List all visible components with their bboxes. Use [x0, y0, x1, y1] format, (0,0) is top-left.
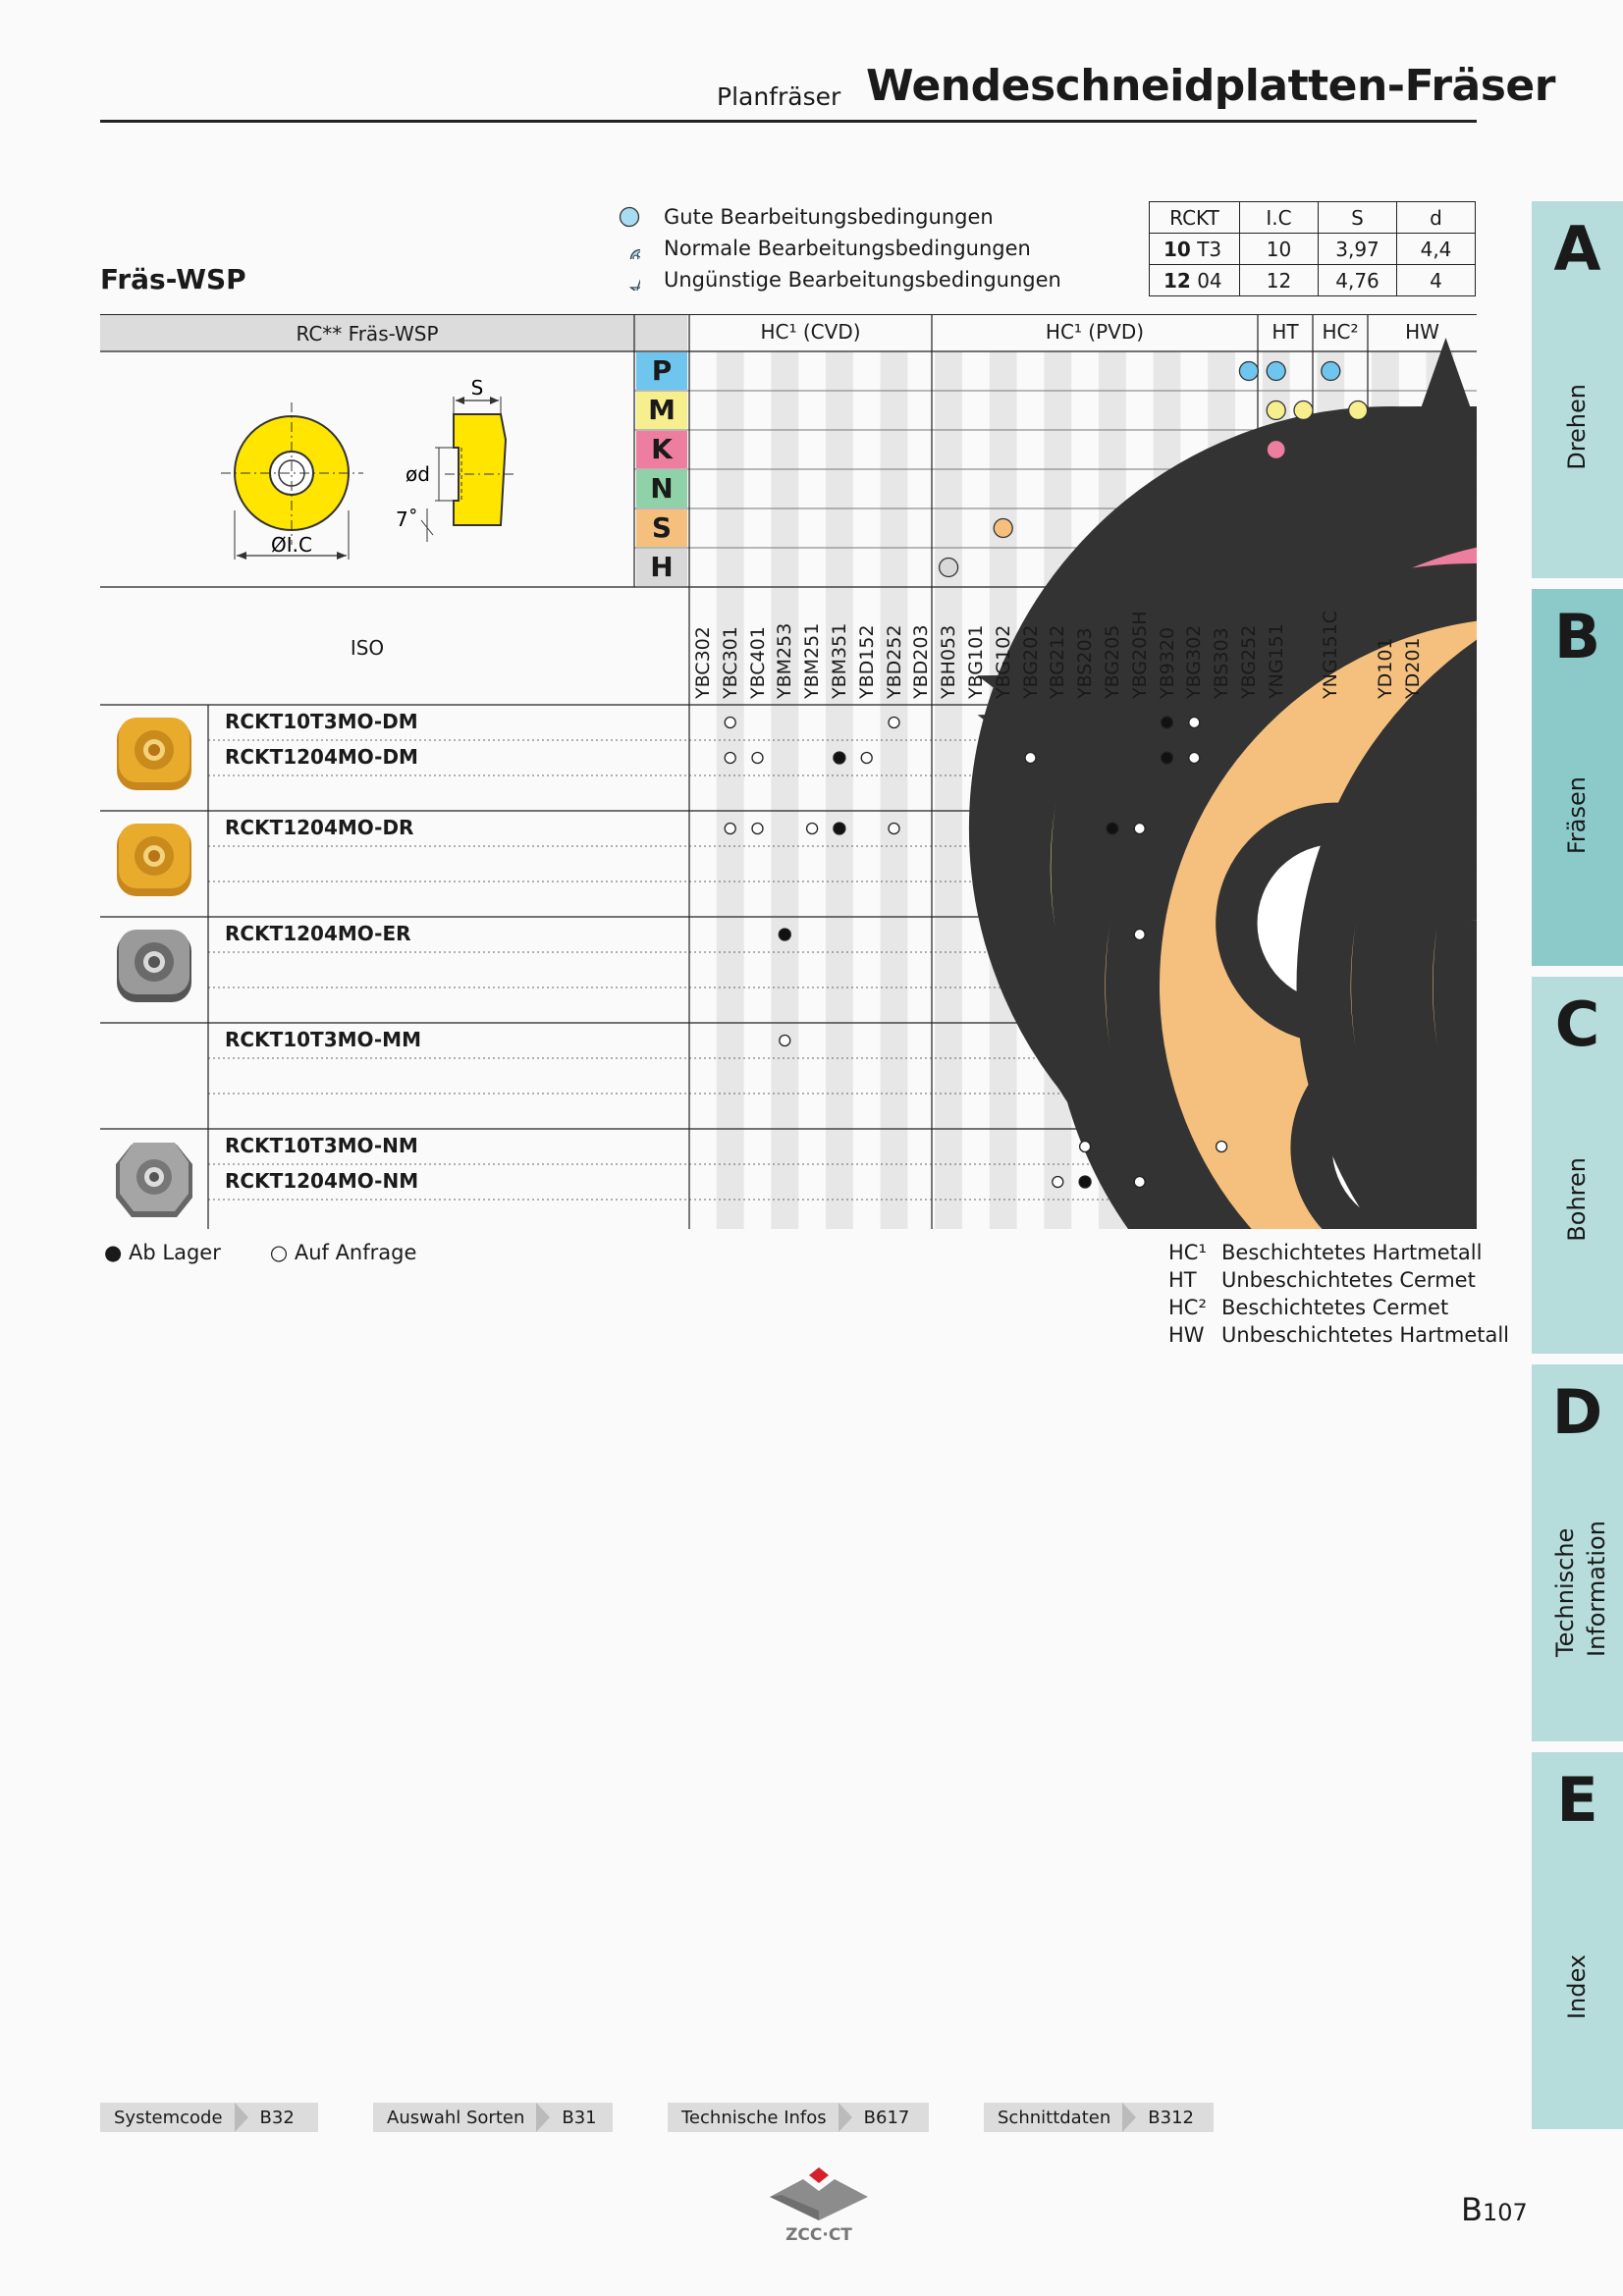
abbreviation-row: [1168, 1296, 1448, 1319]
grade-name: YBS203: [1074, 627, 1097, 699]
abbreviation-text: Unbeschichtetes Cermet: [1221, 1268, 1476, 1292]
abbreviation-row: [1168, 1323, 1509, 1347]
material-p: P: [651, 354, 673, 387]
ref-label: Schnittdaten: [998, 2107, 1111, 2128]
grade-name: YD101: [1375, 637, 1396, 699]
on-request-mark: [807, 824, 818, 834]
section-title: Fräs-WSP: [100, 263, 246, 295]
on-request-mark: [1189, 753, 1200, 764]
in-stock-mark: [834, 752, 845, 764]
legend-in-stock: ● Ab Lager: [104, 1241, 221, 1264]
abbreviation-text: Unbeschichtetes Hartmetall: [1221, 1323, 1510, 1347]
dims-header: d: [1397, 202, 1476, 234]
page-number-value: 107: [1482, 2199, 1528, 2226]
legend-normal-label: Normale Bearbeitungsbedingungen: [664, 237, 1031, 260]
on-request-mark: [725, 718, 735, 728]
logo-text: ZCC·CT: [785, 2225, 852, 2245]
dims-header: I.C: [1240, 202, 1319, 234]
good-condition-icon: [994, 519, 1012, 538]
article-name[interactable]: RCKT1204MO-DM: [225, 745, 418, 769]
dims-header: RCKT: [1150, 202, 1240, 234]
grade-name: YBC302: [692, 626, 714, 699]
abbreviation-row: [1168, 1268, 1476, 1292]
insert-photo-dm: [110, 711, 198, 799]
good-condition-icon: [1239, 362, 1258, 381]
dims-ic: 12: [1240, 265, 1319, 296]
article-name[interactable]: RCKT1204MO-ER: [225, 922, 411, 945]
ref-label: Systemcode: [114, 2107, 223, 2128]
on-request-mark: [1025, 753, 1036, 764]
material-h: H: [650, 551, 674, 583]
dims-d: 4: [1397, 265, 1476, 296]
in-stock-mark: [779, 929, 790, 940]
tab-fraesen[interactable]: [1532, 589, 1623, 966]
ic-dimension-label: ØI.C: [271, 533, 312, 557]
material-s: S: [651, 511, 673, 544]
abbreviation: HT: [1168, 1268, 1197, 1292]
stock-legend: [104, 1241, 416, 1264]
tab-bohren[interactable]: [1532, 977, 1623, 1354]
grade-name: YBD152: [855, 624, 878, 699]
header-subtitle: Planfräser: [717, 82, 841, 111]
good-condition-icon: [940, 559, 958, 577]
dims-row: [1150, 234, 1476, 265]
tab-drehen[interactable]: [1532, 201, 1623, 578]
grid-left-header: RC** Fräs-WSP: [296, 322, 439, 346]
group-hw: HW: [1405, 320, 1439, 344]
legend-good: [619, 201, 994, 233]
legend-bad: [619, 264, 1061, 295]
ref-label: Auswahl Sorten: [387, 2107, 525, 2128]
on-request-mark: [725, 753, 735, 764]
dims-code-thickness: 04: [1197, 268, 1222, 293]
tab-letter: C: [1554, 988, 1600, 1060]
header-rule: [100, 120, 1477, 123]
insert-photo-er: [110, 923, 198, 1011]
dims-ic: 10: [1240, 234, 1319, 265]
abbreviation: HW: [1168, 1323, 1205, 1347]
on-request-mark: [1080, 1142, 1091, 1152]
grade-name: YBM253: [774, 622, 796, 699]
dims-code-size: 12: [1163, 268, 1191, 293]
grade-name: YBC401: [746, 626, 769, 699]
grade-name: YBH053: [938, 624, 960, 699]
in-stock-mark: [1107, 823, 1118, 834]
grade-name: YBM251: [801, 622, 824, 699]
article-name[interactable]: RCKT10T3MO-DM: [225, 710, 418, 733]
tab-label: Drehen: [1563, 384, 1591, 470]
ref-page: B312: [1148, 2107, 1194, 2128]
normal-condition-icon: [619, 238, 640, 259]
good-condition-icon: [1267, 441, 1285, 459]
grade-name: YBC301: [719, 626, 741, 699]
legend-bad-label: Ungünstige Bearbeitungsbedingungen: [664, 268, 1061, 292]
on-request-mark: [1217, 1142, 1227, 1152]
in-stock-mark: [1079, 1176, 1091, 1188]
good-condition-icon: [1294, 401, 1313, 420]
tab-index[interactable]: [1532, 1752, 1623, 2129]
ref-page: B617: [863, 2107, 910, 2128]
ref-technische-infos[interactable]: [668, 2103, 929, 2132]
tab-letter: B: [1553, 601, 1601, 672]
s-dimension-label: S: [470, 376, 484, 400]
on-request-mark: [1134, 824, 1145, 834]
on-request-mark: [780, 1036, 790, 1046]
grade-name: YD201: [1401, 637, 1424, 699]
chevron-right-icon: [235, 2103, 248, 2132]
d-dimension-label: ød: [406, 462, 430, 486]
legend-good-label: Gute Bearbeitungsbedingungen: [664, 205, 994, 229]
on-request-mark: [752, 824, 763, 834]
tab-letter: A: [1553, 213, 1601, 285]
grade-name: YBG205: [1102, 624, 1123, 699]
insert-drawing: [221, 363, 535, 579]
page-title: Wendeschneidplatten-Fräser: [866, 61, 1555, 111]
article-name[interactable]: RCKT10T3MO-NM: [225, 1134, 418, 1157]
article-name[interactable]: RCKT10T3MO-MM: [225, 1028, 421, 1051]
insert-photo-nm: [110, 1137, 198, 1225]
zccct-logo: [762, 2162, 876, 2246]
material-m: M: [648, 394, 676, 426]
grade-name: YBD252: [883, 624, 905, 699]
abbreviation: HC¹: [1168, 1241, 1207, 1264]
on-request-mark: [889, 718, 899, 728]
page-number-prefix: B: [1461, 2191, 1483, 2228]
tab-label: Fräsen: [1563, 775, 1591, 854]
angle-label: 7˚: [396, 507, 418, 531]
on-request-mark: [1134, 930, 1145, 940]
grade-name: YBG302: [1183, 624, 1206, 699]
dims-header: S: [1319, 202, 1397, 234]
on-request-mark: [889, 824, 899, 834]
in-stock-mark: [834, 823, 845, 834]
ref-auswahl-sorten[interactable]: [373, 2103, 613, 2132]
good-condition-icon: [619, 206, 640, 228]
chevron-right-icon: [839, 2103, 852, 2132]
on-request-mark: [1189, 718, 1200, 728]
on-request-mark: [861, 753, 872, 764]
on-request-mark: [725, 824, 735, 834]
abbreviation-row: [1168, 1241, 1482, 1264]
grade-name: YNG151C: [1320, 610, 1342, 699]
grade-name: YBG202: [1019, 624, 1042, 699]
dims-s: 3,97: [1319, 234, 1397, 265]
grade-name: YNG151: [1265, 623, 1287, 699]
legend-normal: [619, 233, 1031, 264]
group-hc1-cvd: HC¹ (CVD): [760, 320, 861, 344]
dimensions-table: [1149, 201, 1476, 296]
group-hc1-pvd: HC¹ (PVD): [1045, 320, 1145, 344]
tab-label: Index: [1563, 1953, 1591, 2019]
group-hc2: HC²: [1322, 320, 1359, 344]
grade-name: YBG212: [1047, 624, 1069, 699]
article-name[interactable]: RCKT1204MO-NM: [225, 1169, 419, 1193]
dims-code: [1150, 234, 1240, 265]
abbreviation: HC²: [1168, 1296, 1207, 1319]
dims-code-thickness: T3: [1197, 237, 1222, 261]
group-ht: HT: [1271, 320, 1299, 344]
tab-label: Technische Information: [1551, 1521, 1610, 1657]
iso-label: ISO: [350, 636, 385, 660]
on-request-mark: [752, 753, 763, 764]
grade-name: YBG205H: [1128, 611, 1151, 699]
grade-name: YBG252: [1238, 624, 1260, 699]
dims-code: [1150, 265, 1240, 296]
insert-photo-dr: [110, 817, 198, 905]
dims-code-size: 10: [1163, 237, 1191, 261]
tab-letter: E: [1556, 1764, 1598, 1836]
dims-s: 4,76: [1319, 265, 1397, 296]
ref-schnittdaten[interactable]: [984, 2103, 1214, 2132]
ref-systemcode[interactable]: [100, 2103, 318, 2132]
chevron-right-icon: [536, 2103, 550, 2132]
dims-row: [1150, 265, 1476, 296]
material-k: K: [651, 433, 673, 465]
in-stock-mark: [1162, 717, 1173, 728]
article-name[interactable]: RCKT1204MO-DR: [225, 816, 414, 839]
grade-name: YBG102: [992, 624, 1014, 699]
material-n: N: [650, 472, 674, 505]
tab-technische-information[interactable]: [1532, 1364, 1623, 1741]
ref-label: Technische Infos: [681, 2107, 827, 2128]
tab-label: Bohren: [1563, 1157, 1591, 1242]
page-number: [1461, 2191, 1528, 2228]
on-request-mark: [1053, 1177, 1063, 1188]
good-condition-icon: [1349, 401, 1368, 420]
in-stock-mark: [1162, 752, 1173, 764]
abbreviation-text: Beschichtetes Hartmetall: [1221, 1241, 1483, 1264]
good-condition-icon: [1267, 401, 1285, 420]
good-condition-icon: [1322, 362, 1340, 381]
chevron-right-icon: [1122, 2103, 1136, 2132]
bad-condition-icon: [619, 269, 640, 291]
good-condition-icon: [1267, 362, 1285, 381]
ref-page: B31: [562, 2107, 597, 2128]
grade-name: YBD203: [910, 624, 933, 699]
dims-header-row: [1150, 202, 1476, 234]
grade-name: YBS303: [1211, 627, 1233, 699]
abbreviation-text: Beschichtetes Cermet: [1221, 1296, 1449, 1319]
ref-page: B32: [259, 2107, 295, 2128]
grade-name: YBM351: [829, 622, 850, 699]
legend-on-request: ○ Auf Anfrage: [269, 1241, 417, 1264]
dims-d: 4,4: [1397, 234, 1476, 265]
grade-name: YBG101: [965, 624, 987, 699]
tab-letter: D: [1551, 1376, 1603, 1448]
grade-name: YB9320: [1156, 627, 1178, 699]
on-request-mark: [1134, 1177, 1145, 1188]
